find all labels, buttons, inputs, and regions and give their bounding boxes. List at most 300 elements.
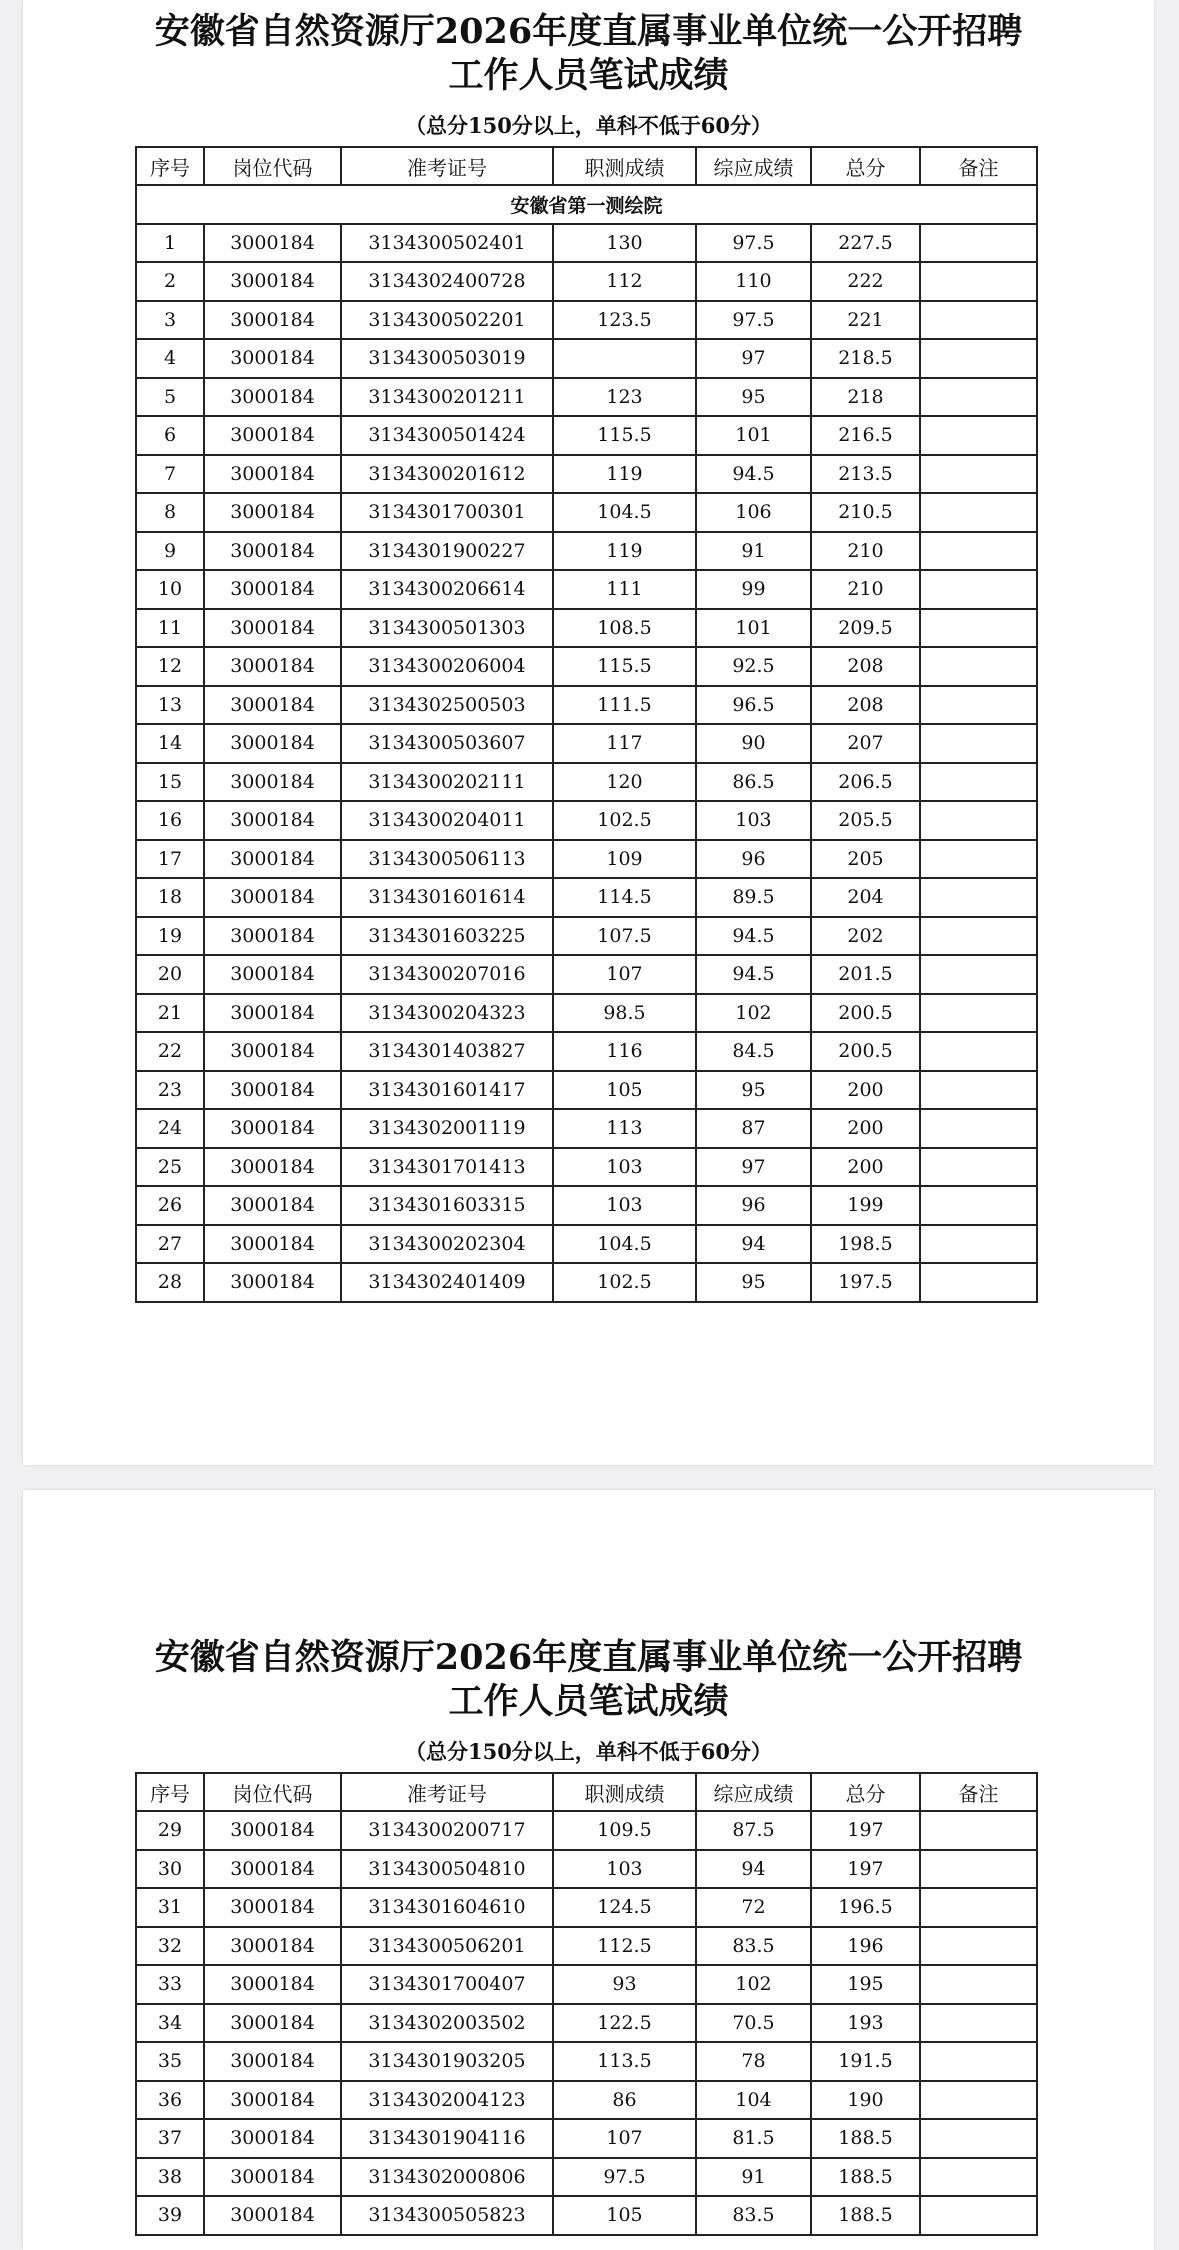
cell-application-score: 91 [696, 2158, 811, 2197]
page-title-line1: 安徽省自然资源厅2026年度直属事业单位统一公开招聘 [154, 1637, 1023, 1678]
cell-application-score: 96 [696, 1186, 811, 1225]
cell-aptitude-score: 103 [553, 1148, 696, 1187]
cell-application-score: 96.5 [696, 686, 811, 725]
cell-total-score: 195 [811, 1965, 920, 2004]
cell-position-code: 3000184 [204, 1965, 341, 2004]
cell-application-score: 95 [696, 1071, 811, 1110]
cell-ticket-number: 3134301403827 [341, 1032, 553, 1071]
cell-total-score: 210.5 [811, 493, 920, 532]
cell-position-code: 3000184 [204, 378, 341, 417]
document-page-1 [23, 0, 1154, 1465]
cell-aptitude-score: 107.5 [553, 917, 696, 956]
table-row [136, 1109, 1037, 1148]
table-row [136, 339, 1037, 378]
cell-index: 38 [136, 2158, 204, 2197]
cell-position-code: 3000184 [204, 801, 341, 840]
cell-aptitude-score: 130 [553, 224, 696, 263]
cell-remarks [920, 1888, 1037, 1927]
cell-remarks [920, 2196, 1037, 2235]
cell-remarks [920, 378, 1037, 417]
cell-remarks [920, 493, 1037, 532]
cell-position-code: 3000184 [204, 1888, 341, 1927]
cell-aptitude-score: 122.5 [553, 2004, 696, 2043]
table-row [136, 570, 1037, 609]
cell-position-code: 3000184 [204, 2196, 341, 2235]
cell-total-score: 196 [811, 1927, 920, 1966]
cell-position-code: 3000184 [204, 686, 341, 725]
table-row [136, 378, 1037, 417]
cell-application-score: 78 [696, 2042, 811, 2081]
cell-aptitude-score: 120 [553, 763, 696, 802]
cell-position-code: 3000184 [204, 994, 341, 1033]
table-row [136, 224, 1037, 263]
cell-ticket-number: 3134301603315 [341, 1186, 553, 1225]
table-row [136, 763, 1037, 802]
table-row [136, 1032, 1037, 1071]
cell-aptitude-score: 108.5 [553, 609, 696, 648]
cell-ticket-number: 3134300200717 [341, 1811, 553, 1850]
cell-aptitude-score: 114.5 [553, 878, 696, 917]
header-aptitude-score: 职测成绩 [553, 1773, 696, 1811]
cell-remarks [920, 647, 1037, 686]
table-row [136, 917, 1037, 956]
cell-index: 7 [136, 455, 204, 494]
cell-index: 22 [136, 1032, 204, 1071]
cell-index: 4 [136, 339, 204, 378]
table-row [136, 301, 1037, 340]
cell-total-score: 190 [811, 2081, 920, 2120]
cell-index: 15 [136, 763, 204, 802]
cell-total-score: 188.5 [811, 2196, 920, 2235]
cell-application-score: 95 [696, 378, 811, 417]
cell-ticket-number: 3134300501303 [341, 609, 553, 648]
table-row [136, 1888, 1037, 1927]
cell-index: 3 [136, 301, 204, 340]
cell-ticket-number: 3134300501424 [341, 416, 553, 455]
table-row [136, 2196, 1037, 2235]
cell-total-score: 227.5 [811, 224, 920, 263]
cell-total-score: 200 [811, 1071, 920, 1110]
cell-ticket-number: 3134300204323 [341, 994, 553, 1033]
cell-remarks [920, 224, 1037, 263]
cell-aptitude-score: 103 [553, 1850, 696, 1889]
cell-position-code: 3000184 [204, 570, 341, 609]
table-row [136, 455, 1037, 494]
cell-remarks [920, 570, 1037, 609]
cell-ticket-number: 3134300506201 [341, 1927, 553, 1966]
cell-application-score: 102 [696, 1965, 811, 2004]
cell-aptitude-score: 124.5 [553, 1888, 696, 1927]
header-aptitude-score: 职测成绩 [553, 147, 696, 185]
table-row [136, 493, 1037, 532]
table-row [136, 2004, 1037, 2043]
cell-application-score: 91 [696, 532, 811, 571]
cell-ticket-number: 3134302001119 [341, 1109, 553, 1148]
cell-remarks [920, 1263, 1037, 1302]
cell-total-score: 200 [811, 1148, 920, 1187]
cell-application-score: 94 [696, 1225, 811, 1264]
cell-application-score: 101 [696, 416, 811, 455]
header-application-score: 综应成绩 [696, 147, 811, 185]
cell-application-score: 95 [696, 1263, 811, 1302]
cell-aptitude-score: 109.5 [553, 1811, 696, 1850]
category-row [136, 185, 1037, 224]
cell-position-code: 3000184 [204, 301, 341, 340]
cell-index: 9 [136, 532, 204, 571]
cell-remarks [920, 1032, 1037, 1071]
table-row [136, 2158, 1037, 2197]
cell-application-score: 87 [696, 1109, 811, 1148]
table-row [136, 686, 1037, 725]
cell-aptitude-score: 123 [553, 378, 696, 417]
cell-position-code: 3000184 [204, 1032, 341, 1071]
score-table-page-2 [135, 1772, 1038, 2236]
cell-total-score: 218 [811, 378, 920, 417]
cell-total-score: 208 [811, 686, 920, 725]
cell-aptitude-score: 105 [553, 2196, 696, 2235]
cell-total-score: 222 [811, 262, 920, 301]
cell-aptitude-score: 117 [553, 724, 696, 763]
cell-remarks [920, 955, 1037, 994]
cell-remarks [920, 262, 1037, 301]
page-title-line1: 安徽省自然资源厅2026年度直属事业单位统一公开招聘 [154, 11, 1023, 52]
cell-position-code: 3000184 [204, 1927, 341, 1966]
cell-remarks [920, 2042, 1037, 2081]
cell-ticket-number: 3134300206004 [341, 647, 553, 686]
cell-application-score: 83.5 [696, 1927, 811, 1966]
cell-aptitude-score: 98.5 [553, 994, 696, 1033]
header-position-code: 岗位代码 [204, 147, 341, 185]
cell-application-score: 97.5 [696, 224, 811, 263]
cell-index: 16 [136, 801, 204, 840]
cell-total-score: 188.5 [811, 2158, 920, 2197]
cell-total-score: 197 [811, 1850, 920, 1889]
cell-application-score: 99 [696, 570, 811, 609]
cell-ticket-number: 3134300503607 [341, 724, 553, 763]
cell-aptitude-score: 119 [553, 532, 696, 571]
cell-position-code: 3000184 [204, 1263, 341, 1302]
header-remarks: 备注 [920, 1773, 1037, 1811]
cell-application-score: 84.5 [696, 1032, 811, 1071]
cell-application-score: 70.5 [696, 2004, 811, 2043]
cell-total-score: 198.5 [811, 1225, 920, 1264]
cell-remarks [920, 801, 1037, 840]
page-subtitle: （总分150分以上，单科不低于60分） [404, 113, 773, 138]
cell-aptitude-score: 113 [553, 1109, 696, 1148]
cell-aptitude-score: 115.5 [553, 416, 696, 455]
cell-ticket-number: 3134302004123 [341, 2081, 553, 2120]
cell-position-code: 3000184 [204, 1109, 341, 1148]
cell-ticket-number: 3134300505823 [341, 2196, 553, 2235]
cell-aptitude-score: 123.5 [553, 301, 696, 340]
page-title-line2: 工作人员笔试成绩 [448, 1681, 729, 1722]
cell-index: 11 [136, 609, 204, 648]
cell-index: 37 [136, 2119, 204, 2158]
table-row [136, 1148, 1037, 1187]
cell-application-score: 106 [696, 493, 811, 532]
cell-index: 23 [136, 1071, 204, 1110]
cell-aptitude-score: 93 [553, 1965, 696, 2004]
cell-total-score: 199 [811, 1186, 920, 1225]
cell-remarks [920, 2004, 1037, 2043]
cell-application-score: 72 [696, 1888, 811, 1927]
cell-aptitude-score: 112.5 [553, 1927, 696, 1966]
cell-index: 12 [136, 647, 204, 686]
cell-position-code: 3000184 [204, 2081, 341, 2120]
cell-position-code: 3000184 [204, 647, 341, 686]
cell-index: 27 [136, 1225, 204, 1264]
cell-remarks [920, 1965, 1037, 2004]
cell-index: 2 [136, 262, 204, 301]
table-row [136, 1071, 1037, 1110]
cell-aptitude-score [553, 339, 696, 378]
cell-ticket-number: 3134301903205 [341, 2042, 553, 2081]
page-title-line2: 工作人员笔试成绩 [448, 55, 729, 96]
cell-index: 6 [136, 416, 204, 455]
cell-index: 33 [136, 1965, 204, 2004]
header-ticket-number: 准考证号 [341, 147, 553, 185]
cell-total-score: 221 [811, 301, 920, 340]
cell-remarks [920, 1225, 1037, 1264]
cell-total-score: 205 [811, 840, 920, 879]
table-row [136, 724, 1037, 763]
cell-aptitude-score: 102.5 [553, 1263, 696, 1302]
cell-position-code: 3000184 [204, 840, 341, 879]
cell-position-code: 3000184 [204, 1850, 341, 1889]
cell-index: 10 [136, 570, 204, 609]
cell-index: 21 [136, 994, 204, 1033]
cell-total-score: 216.5 [811, 416, 920, 455]
cell-position-code: 3000184 [204, 917, 341, 956]
document-page-2 [23, 1490, 1154, 2250]
table-row [136, 878, 1037, 917]
cell-index: 30 [136, 1850, 204, 1889]
cell-aptitude-score: 116 [553, 1032, 696, 1071]
cell-position-code: 3000184 [204, 955, 341, 994]
cell-total-score: 197 [811, 1811, 920, 1850]
cell-ticket-number: 3134300201612 [341, 455, 553, 494]
cell-ticket-number: 3134302003502 [341, 2004, 553, 2043]
cell-index: 39 [136, 2196, 204, 2235]
cell-ticket-number: 3134300504810 [341, 1850, 553, 1889]
cell-aptitude-score: 102.5 [553, 801, 696, 840]
cell-aptitude-score: 107 [553, 955, 696, 994]
cell-index: 36 [136, 2081, 204, 2120]
cell-ticket-number: 3134301900227 [341, 532, 553, 571]
cell-position-code: 3000184 [204, 2158, 341, 2197]
cell-index: 26 [136, 1186, 204, 1225]
cell-position-code: 3000184 [204, 224, 341, 263]
cell-index: 25 [136, 1148, 204, 1187]
cell-aptitude-score: 112 [553, 262, 696, 301]
cell-total-score: 193 [811, 2004, 920, 2043]
cell-application-score: 96 [696, 840, 811, 879]
cell-index: 29 [136, 1811, 204, 1850]
table-header-row [136, 1773, 1037, 1811]
table-row [136, 532, 1037, 571]
cell-ticket-number: 3134301601417 [341, 1071, 553, 1110]
table-row [136, 2119, 1037, 2158]
header-application-score: 综应成绩 [696, 1773, 811, 1811]
table-row [136, 1850, 1037, 1889]
cell-remarks [920, 994, 1037, 1033]
cell-application-score: 102 [696, 994, 811, 1033]
cell-remarks [920, 1148, 1037, 1187]
cell-ticket-number: 3134301904116 [341, 2119, 553, 2158]
cell-index: 31 [136, 1888, 204, 1927]
cell-ticket-number: 3134300207016 [341, 955, 553, 994]
cell-application-score: 83.5 [696, 2196, 811, 2235]
cell-application-score: 92.5 [696, 647, 811, 686]
cell-position-code: 3000184 [204, 1225, 341, 1264]
cell-total-score: 206.5 [811, 763, 920, 802]
cell-ticket-number: 3134300206614 [341, 570, 553, 609]
cell-position-code: 3000184 [204, 262, 341, 301]
cell-ticket-number: 3134302401409 [341, 1263, 553, 1302]
cell-aptitude-score: 105 [553, 1071, 696, 1110]
cell-aptitude-score: 86 [553, 2081, 696, 2120]
cell-index: 20 [136, 955, 204, 994]
cell-application-score: 94.5 [696, 917, 811, 956]
table-row [136, 955, 1037, 994]
table-row [136, 2081, 1037, 2120]
cell-remarks [920, 840, 1037, 879]
cell-total-score: 200 [811, 1109, 920, 1148]
cell-application-score: 104 [696, 2081, 811, 2120]
cell-ticket-number: 3134300506113 [341, 840, 553, 879]
table-row [136, 1225, 1037, 1264]
cell-aptitude-score: 103 [553, 1186, 696, 1225]
cell-aptitude-score: 111 [553, 570, 696, 609]
cell-ticket-number: 3134300502201 [341, 301, 553, 340]
cell-total-score: 201.5 [811, 955, 920, 994]
cell-total-score: 200.5 [811, 1032, 920, 1071]
cell-remarks [920, 2158, 1037, 2197]
cell-remarks [920, 763, 1037, 802]
cell-remarks [920, 724, 1037, 763]
cell-index: 35 [136, 2042, 204, 2081]
cell-ticket-number: 3134301700301 [341, 493, 553, 532]
cell-position-code: 3000184 [204, 493, 341, 532]
cell-application-score: 103 [696, 801, 811, 840]
cell-ticket-number: 3134301700407 [341, 1965, 553, 2004]
cell-position-code: 3000184 [204, 2042, 341, 2081]
cell-remarks [920, 1811, 1037, 1850]
cell-application-score: 94.5 [696, 455, 811, 494]
table-header-row [136, 147, 1037, 185]
cell-application-score: 97 [696, 339, 811, 378]
cell-aptitude-score: 111.5 [553, 686, 696, 725]
cell-ticket-number: 3134301701413 [341, 1148, 553, 1187]
cell-application-score: 101 [696, 609, 811, 648]
cell-total-score: 202 [811, 917, 920, 956]
cell-application-score: 94 [696, 1850, 811, 1889]
cell-total-score: 209.5 [811, 609, 920, 648]
cell-ticket-number: 3134302400728 [341, 262, 553, 301]
header-total-score: 总分 [811, 1773, 920, 1811]
cell-remarks [920, 1850, 1037, 1889]
cell-remarks [920, 2081, 1037, 2120]
cell-remarks [920, 339, 1037, 378]
cell-index: 18 [136, 878, 204, 917]
cell-application-score: 89.5 [696, 878, 811, 917]
header-total-score: 总分 [811, 147, 920, 185]
header-index: 序号 [136, 1773, 204, 1811]
cell-ticket-number: 3134302500503 [341, 686, 553, 725]
table-row [136, 1811, 1037, 1850]
cell-position-code: 3000184 [204, 1148, 341, 1187]
cell-aptitude-score: 104.5 [553, 1225, 696, 1264]
cell-position-code: 3000184 [204, 878, 341, 917]
cell-application-score: 86.5 [696, 763, 811, 802]
cell-position-code: 3000184 [204, 609, 341, 648]
cell-ticket-number: 3134300204011 [341, 801, 553, 840]
score-table-page-1 [135, 146, 1038, 1303]
cell-index: 14 [136, 724, 204, 763]
cell-aptitude-score: 97.5 [553, 2158, 696, 2197]
table-row [136, 416, 1037, 455]
cell-remarks [920, 878, 1037, 917]
cell-total-score: 197.5 [811, 1263, 920, 1302]
cell-remarks [920, 455, 1037, 494]
cell-total-score: 205.5 [811, 801, 920, 840]
cell-total-score: 208 [811, 647, 920, 686]
cell-aptitude-score: 109 [553, 840, 696, 879]
cell-aptitude-score: 113.5 [553, 2042, 696, 2081]
cell-total-score: 191.5 [811, 2042, 920, 2081]
table-row [136, 994, 1037, 1033]
cell-total-score: 207 [811, 724, 920, 763]
cell-aptitude-score: 107 [553, 2119, 696, 2158]
cell-position-code: 3000184 [204, 339, 341, 378]
cell-position-code: 3000184 [204, 763, 341, 802]
cell-aptitude-score: 115.5 [553, 647, 696, 686]
cell-application-score: 90 [696, 724, 811, 763]
cell-index: 24 [136, 1109, 204, 1148]
table-row [136, 1263, 1037, 1302]
cell-remarks [920, 301, 1037, 340]
cell-position-code: 3000184 [204, 532, 341, 571]
header-ticket-number: 准考证号 [341, 1773, 553, 1811]
cell-application-score: 87.5 [696, 1811, 811, 1850]
table-row [136, 1965, 1037, 2004]
cell-application-score: 97 [696, 1148, 811, 1187]
cell-aptitude-score: 119 [553, 455, 696, 494]
cell-ticket-number: 3134301601614 [341, 878, 553, 917]
cell-total-score: 218.5 [811, 339, 920, 378]
table-row [136, 1927, 1037, 1966]
cell-ticket-number: 3134300201211 [341, 378, 553, 417]
cell-remarks [920, 1927, 1037, 1966]
cell-position-code: 3000184 [204, 2004, 341, 2043]
cell-total-score: 213.5 [811, 455, 920, 494]
cell-remarks [920, 1109, 1037, 1148]
cell-total-score: 210 [811, 570, 920, 609]
header-index: 序号 [136, 147, 204, 185]
cell-ticket-number: 3134300502401 [341, 224, 553, 263]
cell-total-score: 204 [811, 878, 920, 917]
table-row [136, 1186, 1037, 1225]
cell-position-code: 3000184 [204, 455, 341, 494]
cell-position-code: 3000184 [204, 416, 341, 455]
category-label: 安徽省第一测绘院 [136, 185, 1037, 224]
cell-ticket-number: 3134300503019 [341, 339, 553, 378]
cell-remarks [920, 917, 1037, 956]
cell-ticket-number: 3134301604610 [341, 1888, 553, 1927]
cell-remarks [920, 1186, 1037, 1225]
table-row [136, 801, 1037, 840]
cell-position-code: 3000184 [204, 1186, 341, 1225]
